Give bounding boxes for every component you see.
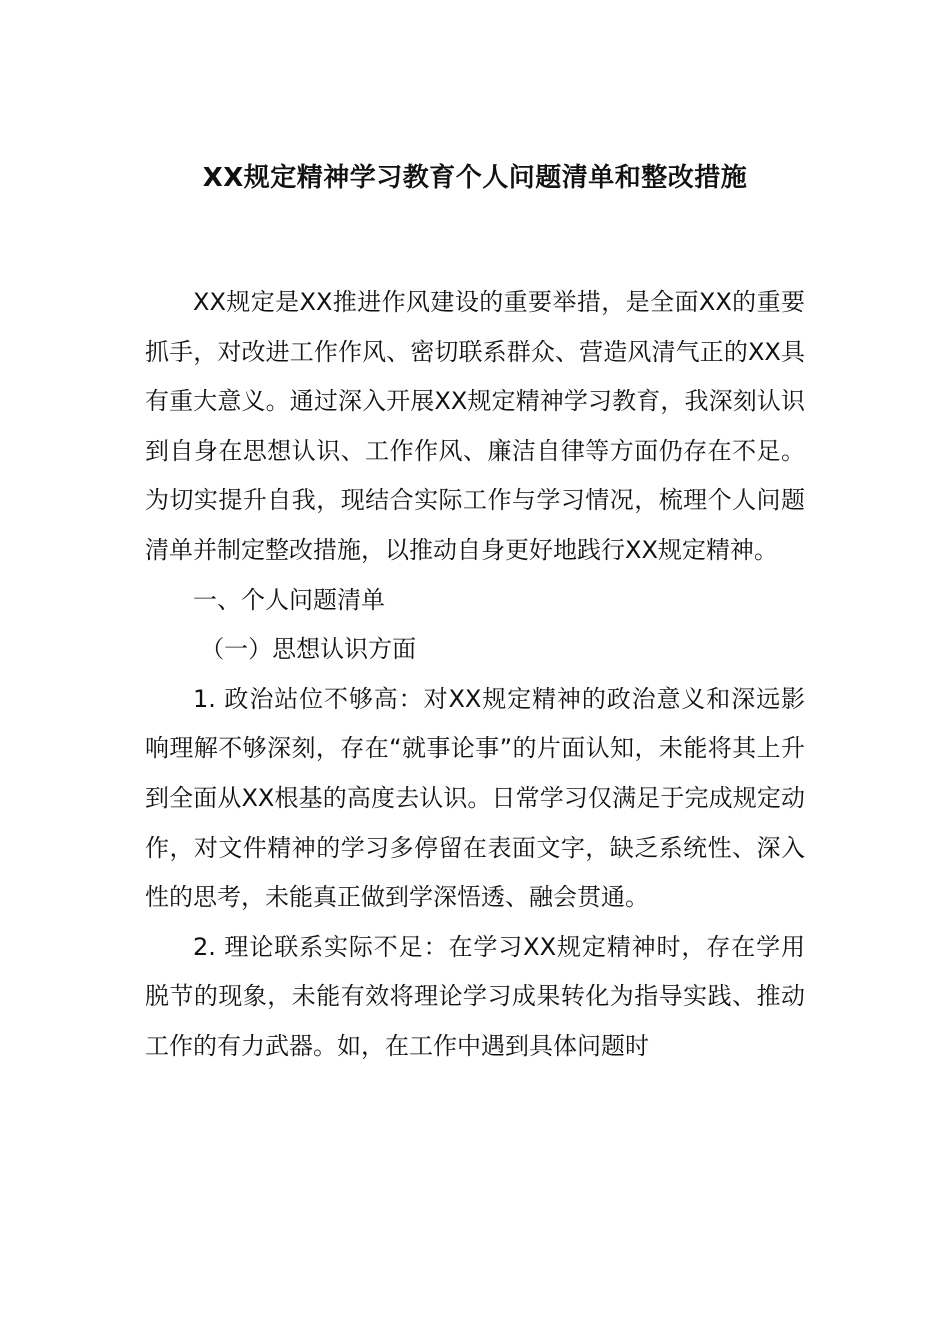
intro-paragraph: XX规定是XX推进作风建设的重要举措，是全面XX的重要抓手，对改进工作作风、密切联系群众、营造风清气正的XX具有重大意义。通过深入开展XX规定精神学习教育，我深刻认识到自身在思想认识、工作作风、廉洁自律等方面仍存在不足。为切实提升自我，现结合实际工作与学习情况，梳理个人问题清单并制定整改措施，以推动自身更好地践行XX规定精神。 xyxy=(145,288,805,564)
section-heading: 一、个人问题清单 xyxy=(193,585,385,614)
subsection-heading: （一）思想认识方面 xyxy=(200,635,417,664)
body-paragraph: 2. 理论联系实际不足：在学习XX规定精神时，存在学用脱节的现象，未能有效将理论学习成果转化为指导实践、推动工作的有力武器。如，在工作中遇到具体问题时 xyxy=(145,932,805,1060)
document-body xyxy=(145,278,805,1072)
body-paragraph: 1. 政治站位不够高：对XX规定精神的政治意义和深远影响理解不够深刻，存在“就事论事”的片面认知，未能将其上升到全面从XX根基的高度去认识。日常学习仅满足于完成规定动作，对文件精神的学习多停留在表面文字，缺乏系统性、深入性的思考，未能真正做到学深悟透、融会贯通。 xyxy=(145,684,805,912)
document-title: XX规定精神学习教育个人问题清单和整改措施 xyxy=(202,163,748,193)
